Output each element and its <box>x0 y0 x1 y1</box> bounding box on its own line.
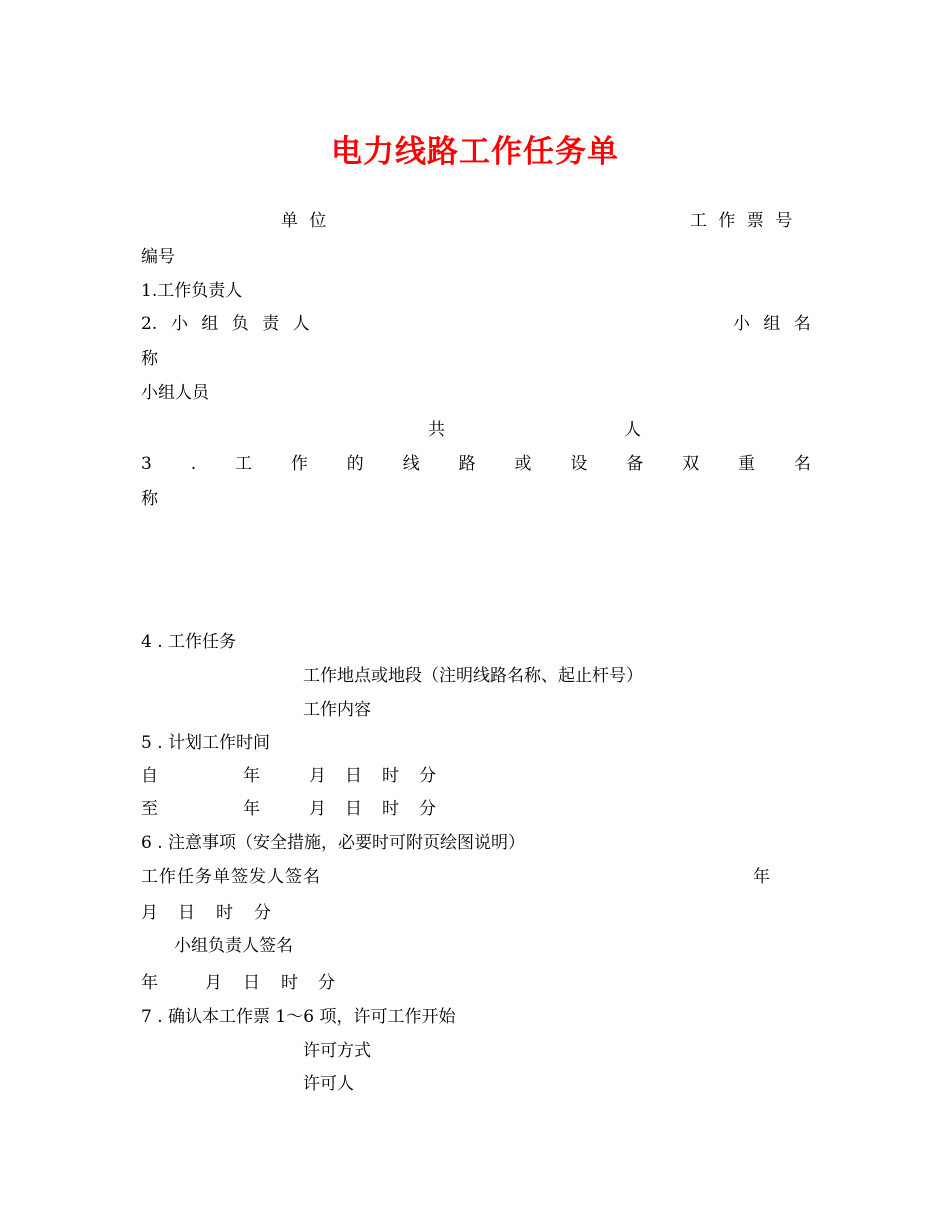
line-name-char: 路 <box>458 454 476 474</box>
from-month-label: 月 <box>309 766 326 786</box>
line-name-char: 3 <box>141 454 152 474</box>
line-name-char: 或 <box>514 454 532 474</box>
issuer-day-label: 日 <box>178 903 195 923</box>
issuer-year-label: 年 <box>753 867 770 887</box>
leader-year-label: 年 <box>141 973 158 993</box>
from-day-label: 日 <box>345 766 362 786</box>
page-title: 电力线路工作任务单 <box>331 134 619 170</box>
to-day-label: 日 <box>345 799 362 819</box>
total-label: 共 <box>428 420 445 440</box>
group-name-label-cont: 称 <box>141 349 158 369</box>
issuer-month-label: 月 <box>141 903 158 923</box>
line-name-char: 工 <box>235 454 253 474</box>
permit-person-label: 许可人 <box>303 1074 354 1094</box>
to-hour-label: 时 <box>382 799 399 819</box>
ticket-number-label: 工 作 票 号 <box>690 211 796 231</box>
work-leader-label: 1.工作负责人 <box>141 281 243 301</box>
to-month-label: 月 <box>309 799 326 819</box>
persons-label: 人 <box>624 420 641 440</box>
work-task-heading: 4 . 工作任务 <box>141 632 237 652</box>
to-year-label: 年 <box>243 799 260 819</box>
from-label: 自 <box>141 766 158 786</box>
work-location-label: 工作地点或地段（注明线路名称、起止杆号） <box>303 666 643 686</box>
to-label: 至 <box>141 799 158 819</box>
line-name-char: 线 <box>402 454 420 474</box>
planned-time-heading: 5 . 计划工作时间 <box>141 733 271 753</box>
issuer-hour-label: 时 <box>216 903 233 923</box>
group-members-label: 小组人员 <box>141 383 209 403</box>
line-name-label-cont: 称 <box>141 489 158 509</box>
line-name-char: 双 <box>682 454 700 474</box>
line-name-char: 名 <box>793 454 811 474</box>
confirm-heading: 7 . 确认本工作票 1～6 项，许可工作开始 <box>141 1007 456 1027</box>
notes-heading: 6 . 注意事项（安全措施，必要时可附页绘图说明） <box>141 833 526 853</box>
from-minute-label: 分 <box>419 766 436 786</box>
line-name-char: . <box>190 454 197 474</box>
line-name-label <box>141 454 811 474</box>
group-leader-signature-label: 小组负责人签名 <box>174 936 293 956</box>
leader-hour-label: 时 <box>281 973 298 993</box>
issuer-signature-label: 工作任务单签发人签名 <box>141 867 321 887</box>
line-name-char: 备 <box>626 454 644 474</box>
line-name-char: 的 <box>346 454 364 474</box>
from-year-label: 年 <box>243 766 260 786</box>
serial-label: 编号 <box>141 247 175 267</box>
work-content-label: 工作内容 <box>303 700 371 720</box>
group-name-label: 小 组 名 <box>733 314 815 334</box>
leader-minute-label: 分 <box>318 973 335 993</box>
group-leader-label: 小 组 负 责 人 <box>171 314 314 334</box>
line-name-char: 重 <box>738 454 756 474</box>
line-name-char: 作 <box>290 454 308 474</box>
line-name-char: 设 <box>570 454 588 474</box>
group-leader-number: 2. <box>141 314 158 334</box>
to-minute-label: 分 <box>419 799 436 819</box>
permit-method-label: 许可方式 <box>303 1041 371 1061</box>
leader-day-label: 日 <box>243 973 260 993</box>
issuer-minute-label: 分 <box>254 903 271 923</box>
unit-label: 单 位 <box>281 211 330 231</box>
leader-month-label: 月 <box>205 973 222 993</box>
from-hour-label: 时 <box>382 766 399 786</box>
